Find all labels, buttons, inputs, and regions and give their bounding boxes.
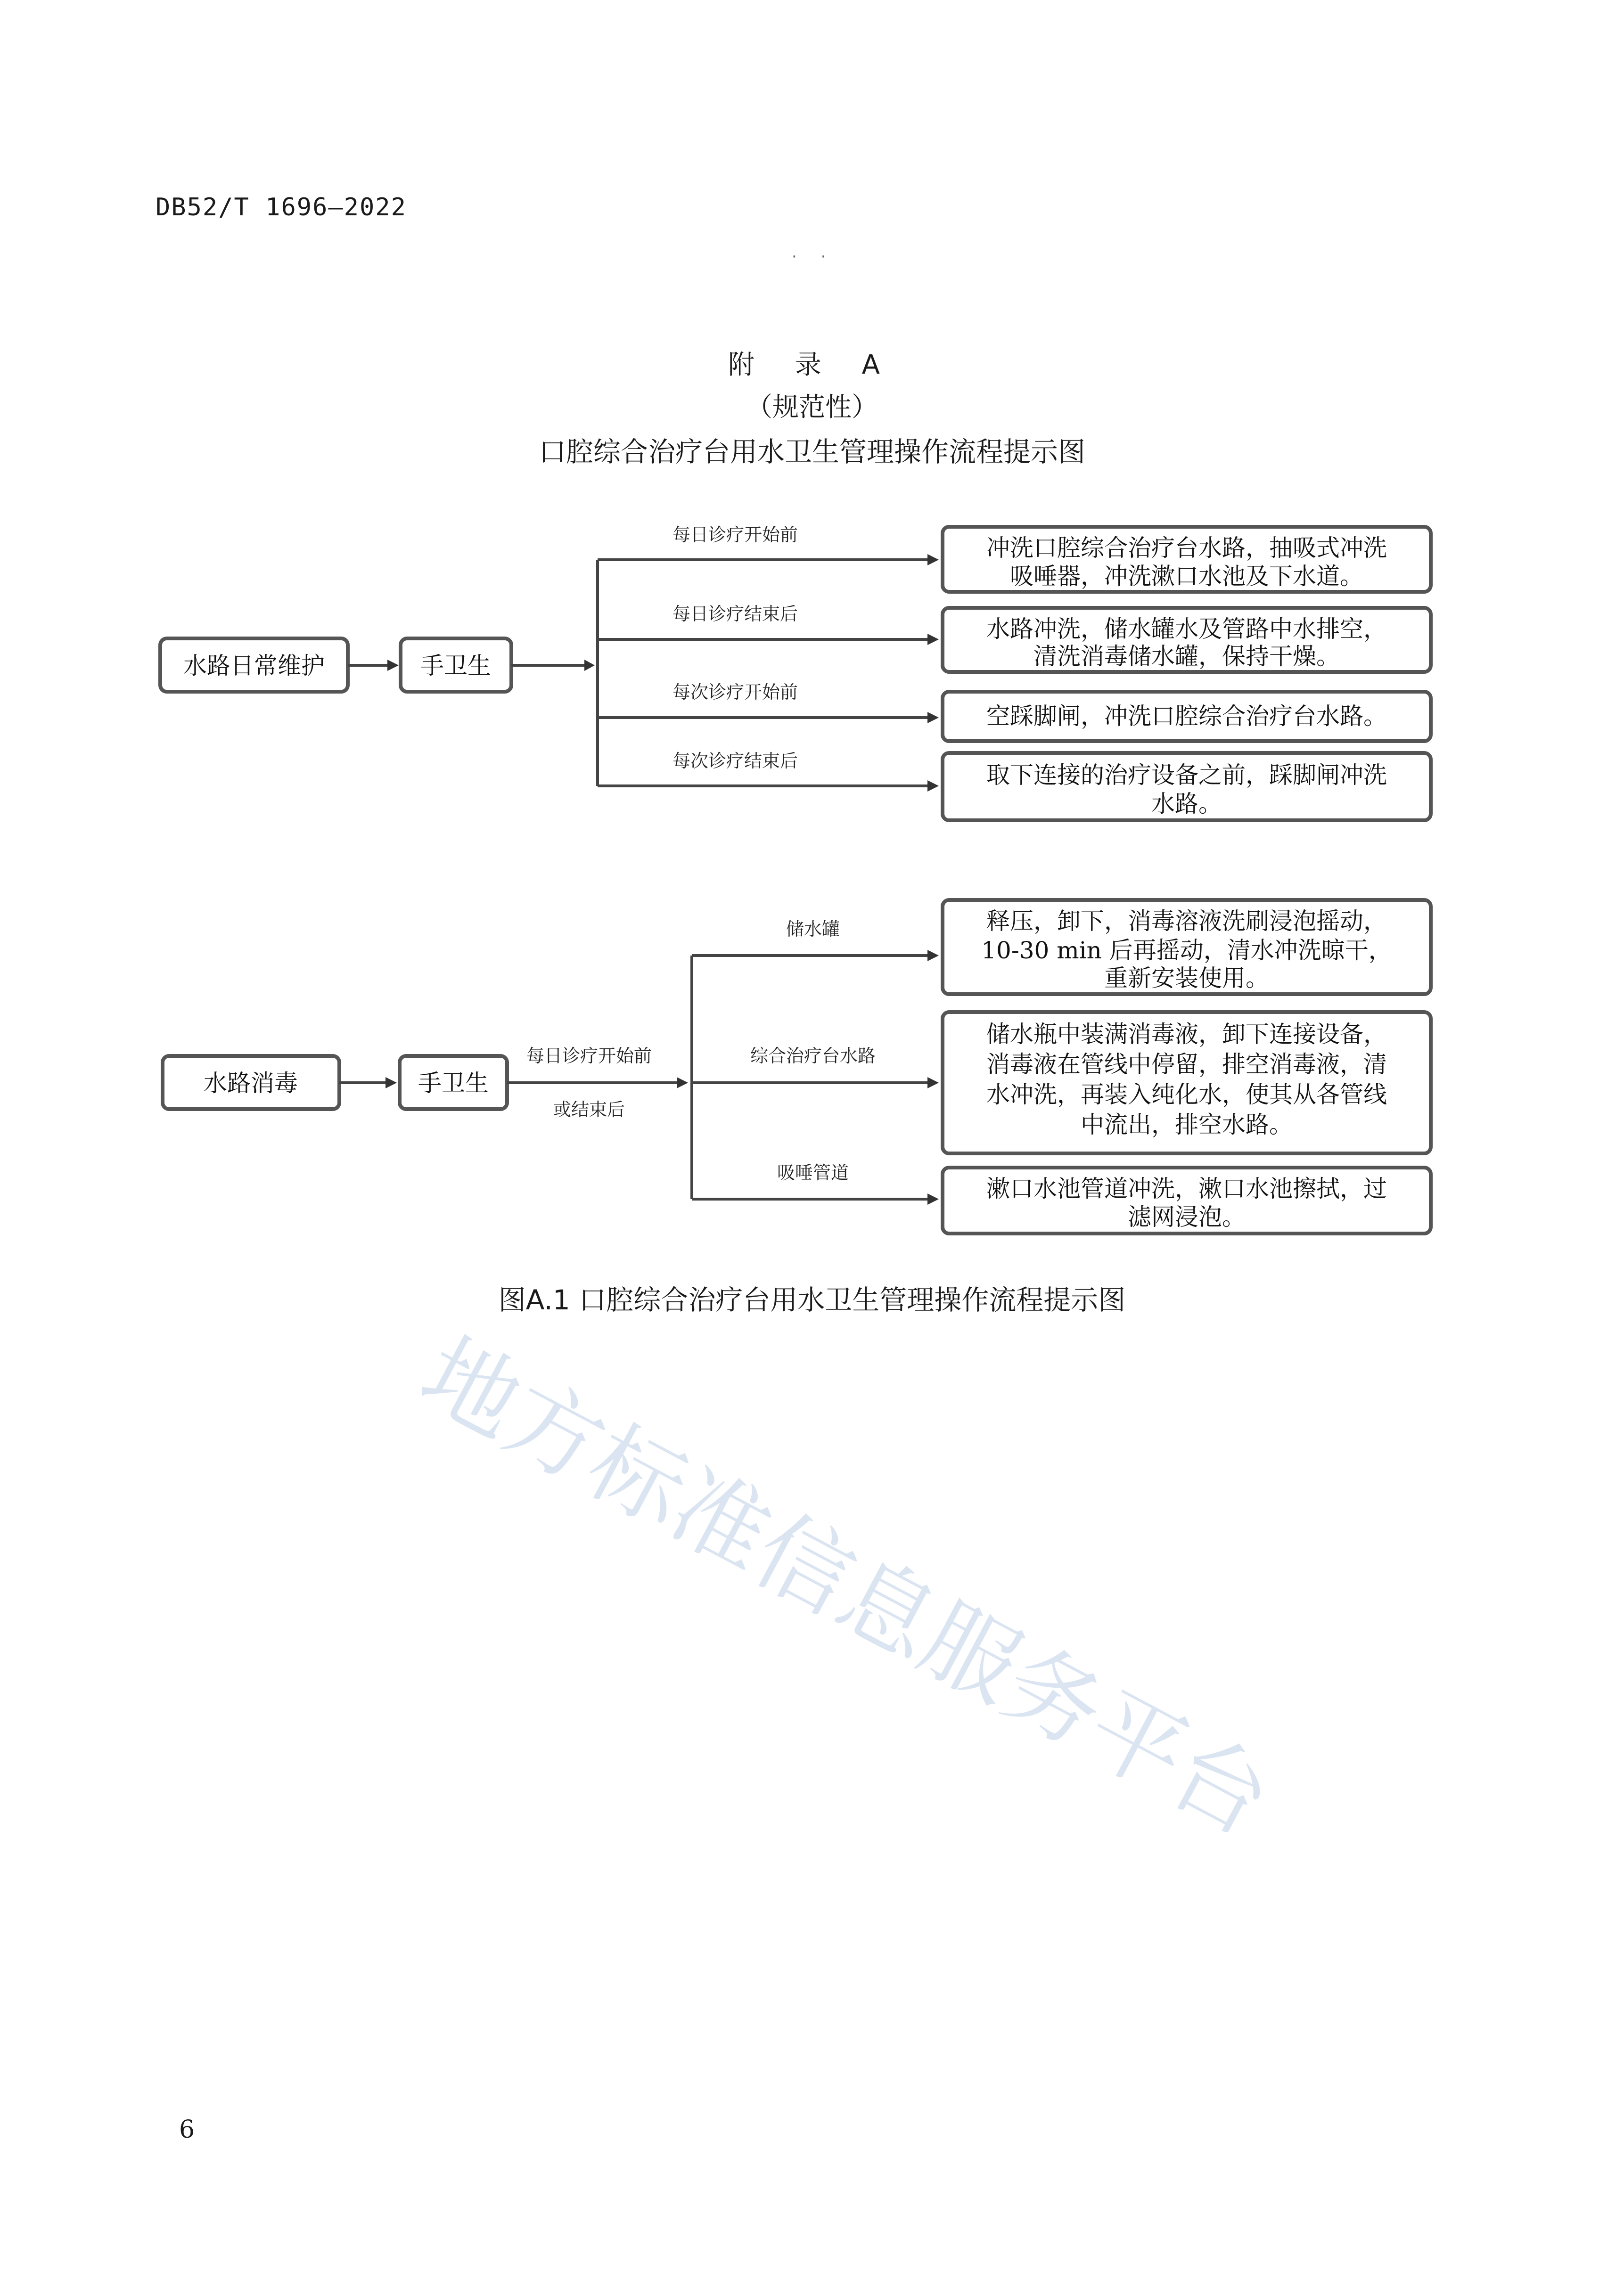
arrowhead xyxy=(584,660,595,671)
watermark xyxy=(404,1318,1288,1857)
result-text-line: 滤网浸泡。 xyxy=(1128,1203,1246,1231)
arrowhead xyxy=(677,1077,688,1088)
branch-label-daily-start: 每日诊疗开始前 xyxy=(672,524,798,545)
arrowhead xyxy=(927,634,939,645)
appendix-main-title: 口腔综合治疗台用水卫生管理操作流程提示图 xyxy=(538,436,1085,468)
arrowhead xyxy=(927,1193,939,1205)
result-text-line: 10-30 min 后再摇动，清水冲洗晾干， xyxy=(981,937,1392,964)
arrowhead xyxy=(927,554,939,565)
timing-label-line: 或结束后 xyxy=(553,1099,625,1120)
result-text-line: 储水瓶中装满消毒液，卸下连接设备， xyxy=(986,1021,1387,1048)
timing-label-line: 每日诊疗开始前 xyxy=(526,1046,652,1066)
node-hand-hygiene-1-label: 手卫生 xyxy=(420,652,491,679)
header-dots: · · xyxy=(792,247,836,266)
result-text-line: 中流出，排空水路。 xyxy=(1081,1111,1293,1138)
branch-label-suction-line: 吸唾管道 xyxy=(777,1162,849,1183)
result-text-line: 重新安装使用。 xyxy=(1104,964,1269,992)
flow-daily-maintenance xyxy=(160,524,1431,820)
result-text-line: 水路冲洗，储水罐水及管路中水排空， xyxy=(986,615,1387,643)
result-text-line: 水路。 xyxy=(1151,790,1222,817)
result-text-line: 水冲洗，再装入纯化水，使其从各管线 xyxy=(986,1081,1387,1108)
branch-label-unit-waterline: 综合治疗台水路 xyxy=(750,1046,876,1066)
watermark-text: 地方标准信息服务平台 xyxy=(404,1317,1288,1857)
result-text-line: 消毒液在管线中停留，排空消毒液，清 xyxy=(986,1051,1387,1078)
node-daily-maintenance-label: 水路日常维护 xyxy=(183,652,325,679)
appendix-title: 附 录 A xyxy=(728,350,896,380)
result-text-line: 漱口水池管道冲洗，漱口水池擦拭，过 xyxy=(986,1175,1387,1202)
appendix-nature: （规范性） xyxy=(746,392,878,423)
arrowhead xyxy=(927,950,939,961)
branch-label-each-start: 每次诊疗开始前 xyxy=(672,682,798,703)
figure-caption: 图A.1 口腔综合治疗台用水卫生管理操作流程提示图 xyxy=(498,1284,1126,1316)
arrowhead xyxy=(385,1077,397,1088)
branch-label-storage-tank: 储水罐 xyxy=(786,919,840,940)
flow-disinfection xyxy=(163,900,1431,1234)
branch-label-each-end: 每次诊疗结束后 xyxy=(672,751,798,771)
arrowhead xyxy=(927,780,939,792)
branch-label-daily-end: 每日诊疗结束后 xyxy=(672,604,798,624)
result-text-line: 释压，卸下，消毒溶液洗刷浸泡摇动， xyxy=(986,907,1387,935)
arrowhead xyxy=(387,660,399,671)
result-text-line: 清洗消毒储水罐，保持干燥。 xyxy=(1033,643,1340,670)
result-text-line: 空踩脚闸，冲洗口腔综合治疗台水路。 xyxy=(986,703,1387,730)
standard-code: DB52/T 1696—2022 xyxy=(156,193,407,221)
arrowhead xyxy=(927,712,939,723)
result-text-line: 取下连接的治疗设备之前，踩脚闸冲洗 xyxy=(986,761,1387,789)
result-text-line: 吸唾器，冲洗漱口水池及下水道。 xyxy=(1010,563,1363,590)
node-hand-hygiene-2-label: 手卫生 xyxy=(418,1070,489,1097)
arrowhead xyxy=(927,1077,939,1088)
page-number: 6 xyxy=(179,2116,195,2144)
result-text-line: 冲洗口腔综合治疗台水路，抽吸式冲洗 xyxy=(986,534,1387,562)
node-disinfection-label: 水路消毒 xyxy=(204,1070,298,1097)
